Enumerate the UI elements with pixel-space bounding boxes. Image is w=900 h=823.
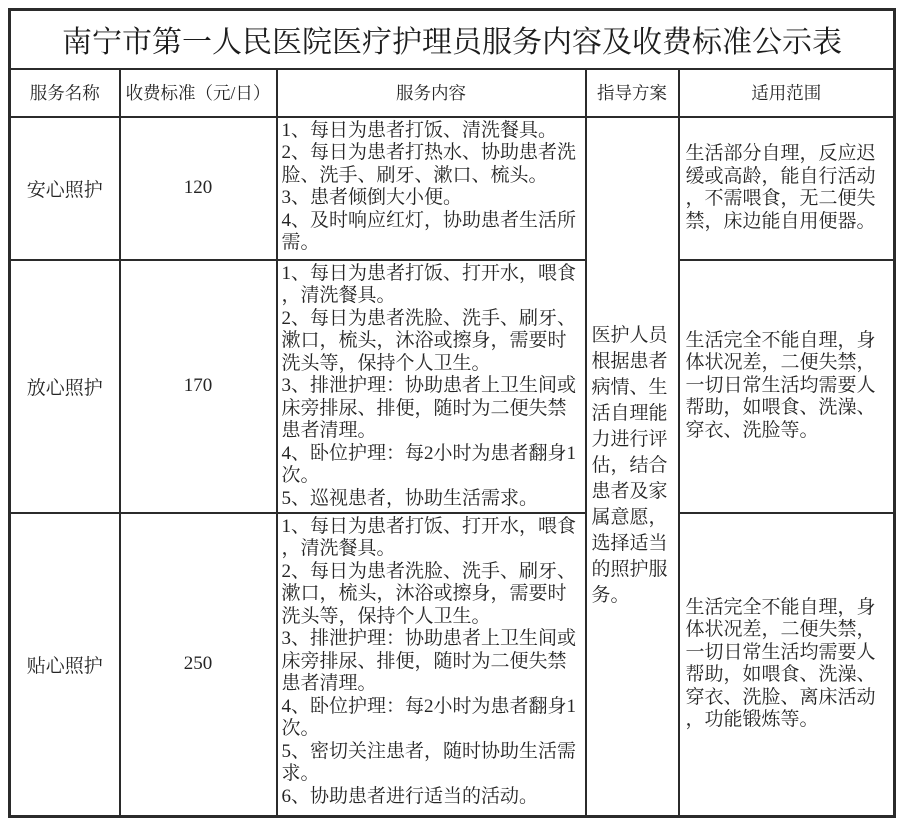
- header-row: [10, 69, 895, 117]
- service-content-item: 6、协助患者进行适当的活动。: [281, 785, 539, 807]
- service-content-item: 3、排泄护理：协助患者上卫生间或床旁排尿、排便，随时为二便失禁患者清理。: [281, 375, 577, 441]
- service-name-cell: 放心照护: [10, 260, 120, 513]
- service-content-item: 3、排泄护理：协助患者上卫生间或床旁排尿、排便，随时为二便失禁患者清理。: [281, 628, 577, 694]
- service-content-cell: [277, 117, 586, 260]
- service-name-cell: 安心照护: [10, 117, 120, 260]
- service-content-item: 2、每日为患者洗脸、洗手、刷牙、漱口，梳头，沐浴或擦身，需要时洗头等，保持个人卫生。: [281, 307, 577, 374]
- col-header-content: 服务内容: [277, 69, 586, 117]
- table-row-anxin: [10, 117, 895, 260]
- service-content-item: 4、及时响应红灯，协助患者生活所需。: [281, 209, 577, 253]
- service-content-item: 5、巡视患者，协助生活需求。: [281, 487, 539, 509]
- col-header-fee: 收费标准（元/日）: [120, 69, 277, 117]
- service-content-item: 1、每日为患者打饭、打开水，喂食，清洗餐具。: [281, 262, 577, 306]
- scope-cell: 生活完全不能自理，身体状况差，二便失禁，一切日常生活均需要人帮助，如喂食、洗澡、穿衣、洗脸等。: [679, 260, 895, 513]
- service-content-item: 5、密切关注患者，随时协助生活需求。: [281, 740, 577, 784]
- service-content-item: 3、患者倾倒大小便。: [281, 187, 463, 208]
- service-content-item: 4、卧位护理：每2小时为患者翻身1次。: [281, 442, 577, 486]
- table-row-fangxin: [10, 260, 895, 513]
- fee-cell: 120: [120, 117, 277, 260]
- col-header-scope: 适用范围: [679, 69, 895, 117]
- col-header-guidance: 指导方案: [586, 69, 679, 117]
- table-row-tiexin: [10, 513, 895, 817]
- fee-cell: 250: [120, 513, 277, 817]
- service-content-item: 1、每日为患者打饭、清洗餐具。: [281, 119, 558, 141]
- col-header-service-name: 服务名称: [10, 69, 120, 117]
- service-content-cell: [277, 513, 586, 817]
- service-content-item: 4、卧位护理：每2小时为患者翻身1次。: [281, 695, 577, 739]
- scope-cell: 生活完全不能自理，身体状况差，二便失禁，一切日常生活均需要人帮助，如喂食、洗澡、穿衣、洗脸、离床活动，功能锻炼等。: [679, 513, 895, 817]
- page-title: 南宁市第一人民医院医疗护理员服务内容及收费标准公示表: [10, 10, 895, 69]
- fee-schedule-table: [8, 8, 896, 818]
- scope-cell: 生活部分自理，反应迟缓或高龄，能自行活动，不需喂食，无二便失禁，床边能自用便器。: [679, 117, 895, 260]
- service-name-cell: 贴心照护: [10, 513, 120, 817]
- title-row: [10, 10, 895, 69]
- service-content-item: 2、每日为患者打热水、协助患者洗脸、洗手、刷牙、漱口、梳头。: [281, 142, 577, 186]
- fee-cell: 170: [120, 260, 277, 513]
- guidance-plan-cell: 医护人员根据患者病情、生活自理能力进行评估，结合患者及家属意愿，选择适当的照护服务。: [586, 117, 679, 817]
- service-content-item: 2、每日为患者洗脸、洗手、刷牙、漱口，梳头，沐浴或擦身，需要时洗头等，保持个人卫生。: [281, 560, 577, 627]
- service-content-item: 1、每日为患者打饭、打开水，喂食，清洗餐具。: [281, 515, 577, 559]
- service-content-cell: [277, 260, 586, 513]
